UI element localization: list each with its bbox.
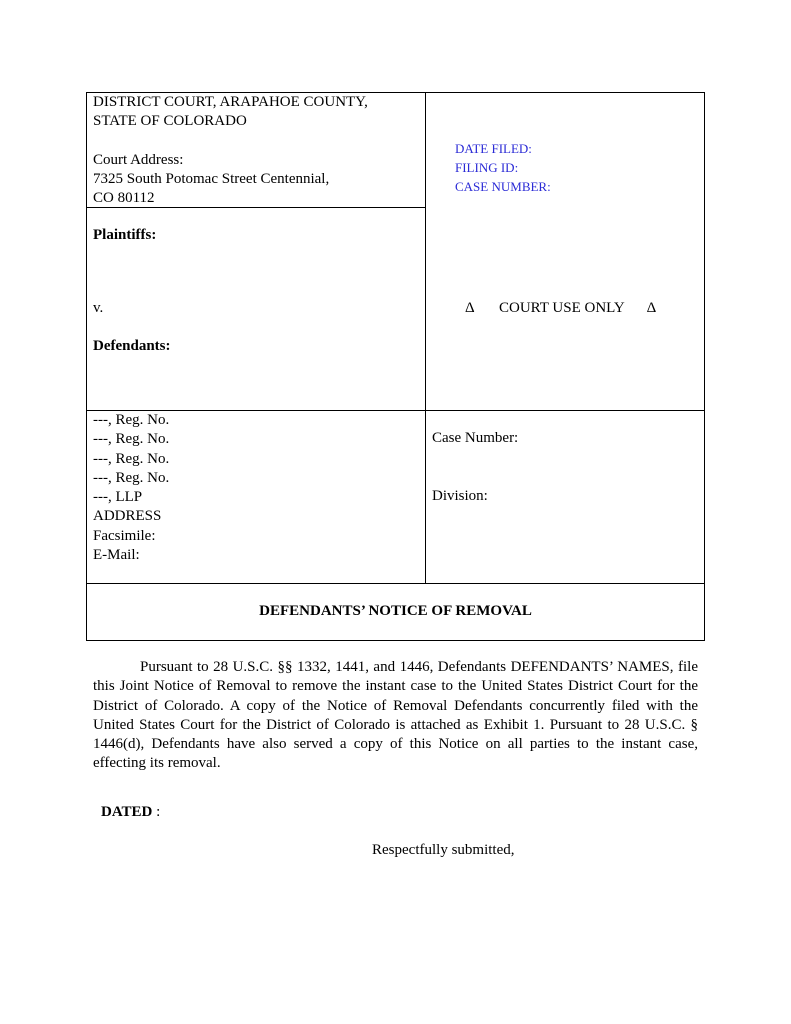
attorney-line: ---, LLP [93,489,143,506]
court-name-line1: DISTRICT COURT, ARAPAHOE COUNTY, [93,94,368,110]
body-paragraph: Pursuant to 28 U.S.C. §§ 1332, 1441, and 1446, Defendants DEFENDANTS’ NAMES, file this Joint Notice of Removal to remove the instant case to the United States District Court for the District of Colorado. A copy of the Notice of Removal Defendants concurrently filed with the United States Court for the District of Colorado is attached as Exhibit 1. Pursuant to 28 U.S.C. § 1446(d), Defendants have also served a copy of this Notice on all parties to the instant case, effecting its removal. [93,659,698,772]
case-caption-table [86,92,705,641]
caption-vertical-divider [425,93,426,584]
document-title: DEFENDANTS’ NOTICE OF REMOVAL [259,603,532,619]
attorney-line: ---, Reg. No. [93,412,170,428]
court-address-line2: CO 80112 [93,190,155,207]
attorney-line: ---, Reg. No. [93,450,170,467]
caption-divider-attorney [87,583,704,584]
delta-symbol-right: Δ [646,300,657,316]
court-use-only-text: COURT USE ONLY [499,300,625,316]
plaintiffs-label: Plaintiffs: [93,227,157,243]
closing-text: Respectfully submitted, [372,842,515,858]
defendants-label: Defendants: [93,338,171,354]
versus-label: v. [93,300,104,316]
caption-divider-parties [87,410,704,411]
court-address-line1: 7325 South Potomac Street Centennial, [93,171,330,188]
division-label: Division: [432,488,488,504]
attorney-line: ---, Reg. No. [93,469,170,486]
court-address-label: Court Address: [93,151,184,168]
date-filed-label: DATE FILED: [455,141,532,156]
stamp-case-number-label: CASE NUMBER: [455,179,551,194]
dated-label: DATED [101,804,153,820]
filing-id-label: FILING ID: [455,160,519,175]
attorney-block [93,411,169,565]
attorney-line: ADDRESS [93,508,162,525]
court-use-only [465,300,656,317]
court-name-line2: STATE OF COLORADO [93,113,247,130]
attorney-line: Facsimile: [93,527,156,544]
delta-symbol-left: Δ [465,300,475,316]
efiling-stamp [455,139,551,196]
court-info [93,93,413,209]
dated-colon: : [152,804,161,820]
attorney-line: ---, Reg. No. [93,431,170,448]
case-number-label: Case Number: [432,430,519,446]
dated-line [101,804,160,821]
attorney-line: E-Mail: [93,547,140,564]
